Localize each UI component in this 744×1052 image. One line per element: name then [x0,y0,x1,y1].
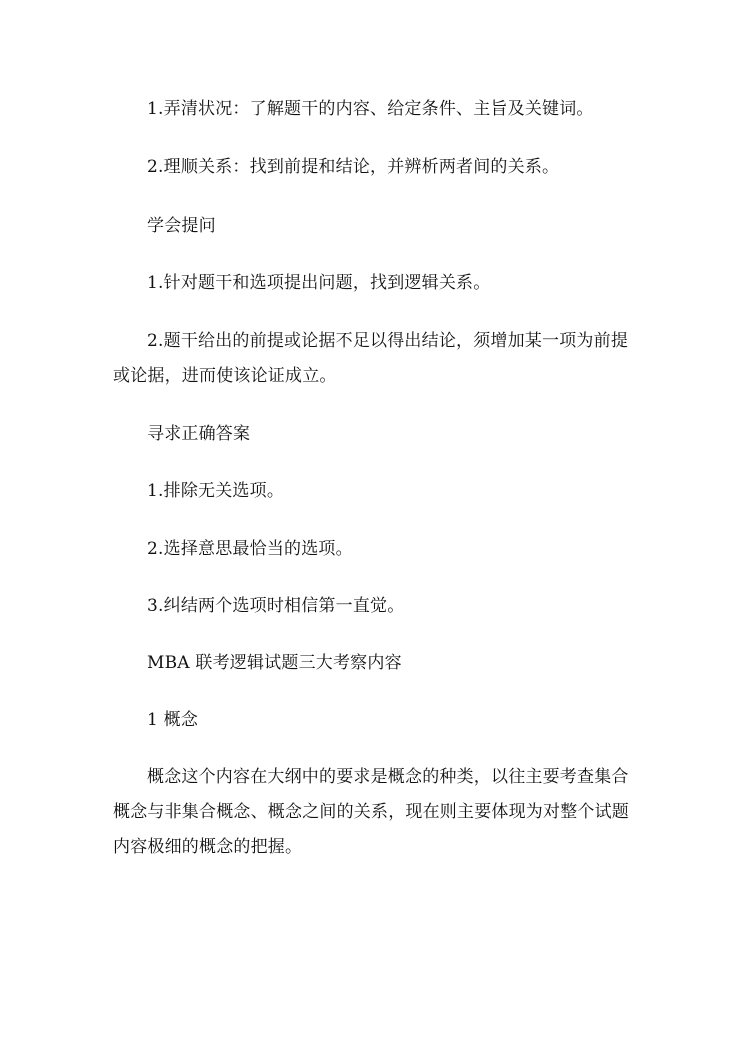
paragraph-exclude-irrelevant: 1.排除无关选项。 [147,481,285,501]
paragraph-concept-description: 概念这个内容在大纲中的要求是概念的种类，以往主要考查集合概念与非集合概念、概念之间的关系，现在则主要体现为对整个试题内容极细的概念的把握。 [113,767,629,857]
paragraph-sort-relations: 2.理顺关系：找到前提和结论，并辨析两者间的关系。 [147,157,560,177]
paragraph-clarify-situation: 1.弄清状况：了解题干的内容、给定条件、主旨及关键词。 [147,99,594,119]
heading-mba-logic-content: MBA 联考逻辑试题三大考察内容 [147,653,402,673]
heading-concept: 1 概念 [147,710,199,730]
paragraph-premise-insufficient: 2.题干给出的前提或论据不足以得出结论，须增加某一项为前提或论据，进而使该论证成立。 [113,331,629,386]
paragraph-ask-questions: 1.针对题干和选项提出问题，找到逻辑关系。 [147,273,491,293]
heading-seek-answer: 寻求正确答案 [147,424,251,444]
paragraph-trust-intuition: 3.纠结两个选项时相信第一直觉。 [147,596,405,616]
heading-learn-to-ask: 学会提问 [147,216,216,236]
paragraph-choose-best: 2.选择意思最恰当的选项。 [147,539,353,559]
